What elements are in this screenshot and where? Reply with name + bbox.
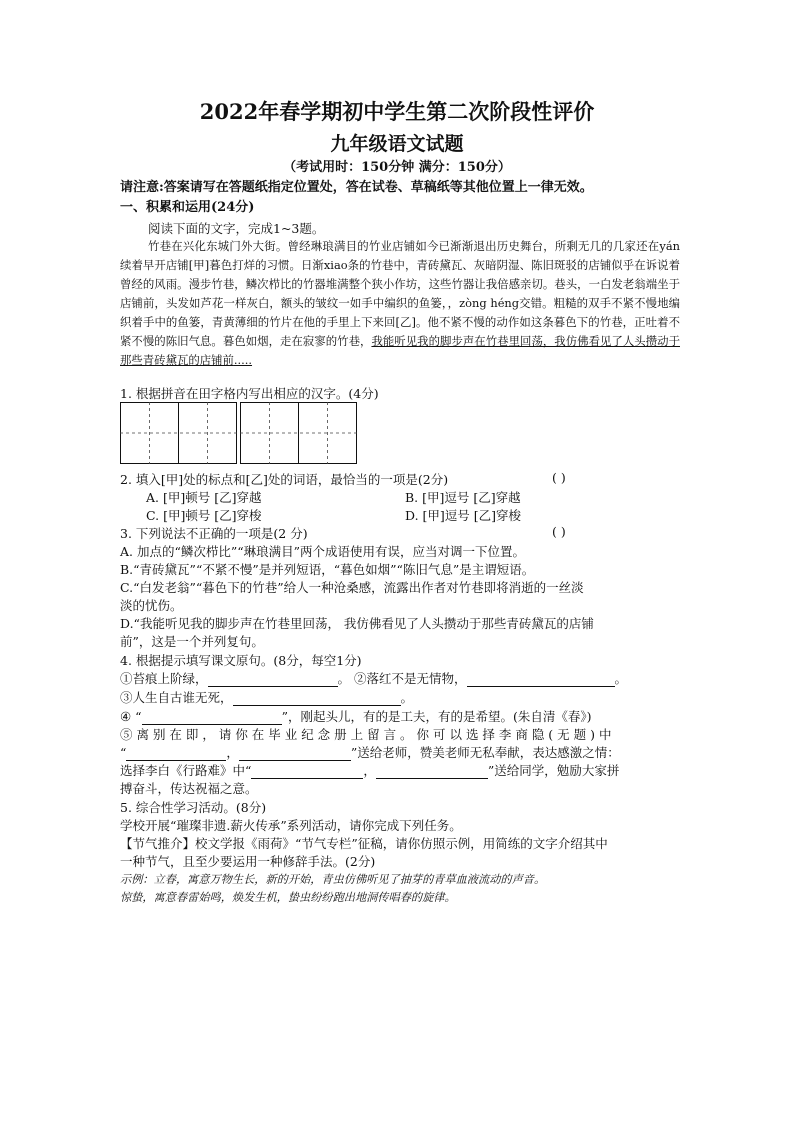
q4-blank-3[interactable] xyxy=(233,690,401,706)
q3-option-a: A. 加点的“鳞次栉比”“琳琅满目”两个成语使用有误，应当对调一下位置。 xyxy=(120,544,526,559)
q4-line-4: ⑤ 离 别 在 即 ， 请 你 在 毕 业 纪 念 册 上 留 言 。 你 可 以 选 择 李 商 隐 ( 无 题 ) 中 xyxy=(120,727,612,742)
q3-option-c-line1: C.“白发老翁”“暮色下的竹巷”给人一种沧桑感，流露出作者对竹巷即将消逝的一丝淡 xyxy=(120,580,584,595)
q3-option-d-line1: D.“我能听见我的脚步声在竹巷里回荡， 我仿佛看见了人头攒动于那些青砖黛瓦的店铺 xyxy=(120,616,594,631)
exam-subtitle: 九年级语文试题 xyxy=(330,133,464,155)
q5-intro: 学校开展“璀璨非遗.薪火传承”系列活动，请你完成下列任务。 xyxy=(120,818,462,833)
question-1: 1. 根据拼音在田字格内写出相应的汉字。(4分) xyxy=(120,386,379,401)
q4-blank-4[interactable] xyxy=(142,709,282,725)
section-heading: 一、积累和运用(24分) xyxy=(120,200,255,215)
q4-prompt-6-tail: ”送给同学，勉励大家拼 xyxy=(487,763,620,778)
q4-prompt-6: 选择李白《行路难》中“ xyxy=(120,763,252,778)
tianzige-grid[interactable] xyxy=(120,402,360,464)
q4-line-3 xyxy=(120,707,591,725)
passage-ellipsis: ..... xyxy=(233,353,253,367)
q4-prompt-4: ④ “ xyxy=(120,709,142,724)
q3-option-d-line2: 前”，这是一个并列复句。 xyxy=(120,634,264,649)
q2-option-a: A. [甲]顿号 [乙]穿越 xyxy=(146,490,262,505)
q4-period: 。 xyxy=(614,671,628,686)
q4-prompt-5-tail: ”送给老师，赞美老师无私奉献，表达感激之情： xyxy=(350,745,620,760)
reading-passage xyxy=(120,237,680,370)
q3-option-b: B.“青砖黛瓦”“不紧不慢”是并列短语，“暮色如烟”“陈旧气息”是主谓短语。 xyxy=(120,562,535,577)
exam-info: （考试用时：150分钟 满分：150分） xyxy=(283,160,511,175)
q4-period-2: 。 xyxy=(400,690,414,705)
q5-task-1-line1: 【节气推介】校文学报《雨荷》“节气专栏”征稿，请你仿照示例，用简练的文字介绍其中 xyxy=(120,836,608,851)
question-3-answer-paren[interactable]: ( ) xyxy=(552,524,566,539)
q4-comma: ， xyxy=(226,745,239,760)
q4-blank-2[interactable] xyxy=(467,671,615,687)
exam-notice: 请注意:答案请写在答题纸指定位置处，答在试卷、草稿纸等其他位置上一律无效。 xyxy=(120,180,593,195)
q5-task-1-line2: 一种节气，且至少要运用一种修辞手法。(2分) xyxy=(120,854,376,869)
q2-option-d: D. [甲]逗号 [乙]穿梭 xyxy=(405,508,522,523)
reading-intro: 阅读下面的文字，完成1~3题。 xyxy=(148,221,325,236)
q4-prompt-3: ③人生自古谁无死， xyxy=(120,690,233,705)
q4-line-6 xyxy=(120,761,619,779)
q2-option-b: B. [甲]逗号 [乙]穿越 xyxy=(405,490,521,505)
q4-blank-5[interactable] xyxy=(126,745,226,761)
q4-blank-1[interactable] xyxy=(208,671,338,687)
q2-option-c: C. [甲]顿号 [乙]穿梭 xyxy=(146,508,262,523)
q4-line-5 xyxy=(120,743,620,761)
question-5: 5. 综合性学习活动。(8分) xyxy=(120,800,267,815)
q4-prompt-1: ①苔痕上阶绿， xyxy=(120,671,208,686)
q3-option-c-line2: 淡的忧伤。 xyxy=(120,598,183,613)
q4-line-2 xyxy=(120,688,413,706)
q4-line-1 xyxy=(120,669,627,687)
q4-blank-6[interactable] xyxy=(239,745,351,761)
passage-text: 竹巷在兴化东城门外大街。曾经琳琅满目的竹业店铺如今已渐渐退出历史舞台，所剩无几的几家还在yán续着早开店铺[甲]暮色打烊的习惯。日渐xiao条的竹巷中，青砖黛瓦、灰暗阴湿、陈旧斑驳的店铺似乎在诉说着曾经的风雨。漫步竹巷，鳞次栉比的竹器堆满整个狭小作坊，这些竹器让我倍感亲切。巷头，一白发老翁端坐于店铺前，头发如芦花一样灰白，额头的皱纹一如手中编织的鱼篓，，zòng héng交错。粗糙的双手不紧不慢地编织着手中的鱼篓，青黄薄细的竹片在他的手里上下来回[乙]。他不紧不慢的动作如这条暮色下的竹巷，正吐着不紧不慢的陈旧气息。暮色如烟，走在寂寥的竹巷， xyxy=(120,239,680,348)
q4-prompt-2: 。 ②落红不是无情物， xyxy=(337,671,467,686)
q4-prompt-4-tail: ”，刚起头儿，有的是工夫，有的是希望。(朱自清《春》) xyxy=(281,709,592,724)
passage-underlined-sentence: 我能听见我的脚步声在竹巷里回荡，我仿佛看见了人头攒动于那些青砖黛瓦的店铺前 xyxy=(120,334,680,367)
q4-comma-2: ， xyxy=(363,763,376,778)
question-3: 3. 下列说法不正确的一项是(2 分) xyxy=(120,526,308,541)
question-2-answer-paren[interactable]: ( ) xyxy=(552,470,566,485)
q4-blank-8[interactable] xyxy=(376,763,488,779)
q5-example-1: 示例：立春，寓意万物生长，新的开始，青虫仿佛听见了抽芽的青草血液流动的声音。 xyxy=(120,873,546,886)
exam-title: 2022年春学期初中学生第二次阶段性评价 xyxy=(199,99,595,124)
question-2: 2. 填入[甲]处的标点和[乙]处的词语，最恰当的一项是(2分) xyxy=(120,472,449,487)
question-4: 4. 根据提示填写课文原句。(8分，每空1分) xyxy=(120,653,362,668)
q4-blank-7[interactable] xyxy=(251,763,363,779)
q4-quote-open: “ xyxy=(120,745,127,760)
q4-line-7: 搏奋斗，传达祝福之意。 xyxy=(120,781,258,796)
q5-example-2: 惊蛰，寓意春雷始鸣，焕发生机，蛰虫纷纷跑出地洞传唱春的旋律。 xyxy=(120,891,456,904)
